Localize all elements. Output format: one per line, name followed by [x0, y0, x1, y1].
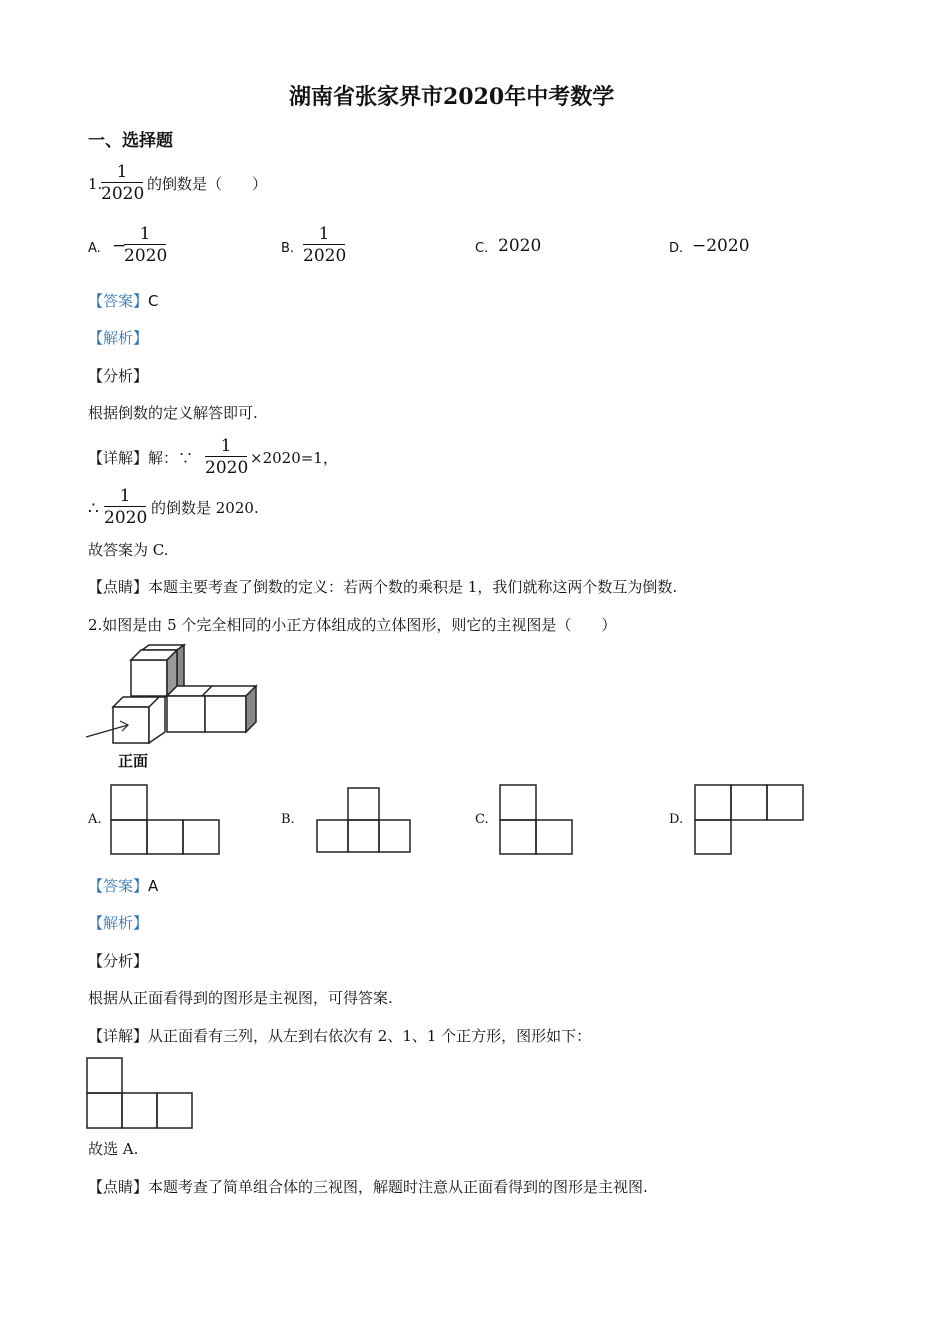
q1-option-d-label: D.	[669, 241, 684, 256]
comment-text: 本题考查了简单组合体的三视图，解题时注意从正面看得到的图形是主视图.	[148, 1178, 648, 1196]
option-c-shape	[499, 784, 575, 856]
fraction-denominator: 2020	[205, 458, 249, 478]
q2-option-b-label: B.	[281, 812, 295, 827]
q2-conclusion: 故选 A.	[88, 1140, 139, 1158]
q2-option-d-label: D.	[669, 812, 684, 827]
comment-text: 本题主要考查了倒数的定义：若两个数的乘积是 1，我们就称这两个数互为倒数.	[148, 578, 678, 596]
q2-detail	[88, 1029, 591, 1044]
q1-therefore-fraction	[104, 486, 146, 529]
fraction-denominator: 2020	[303, 246, 347, 266]
detail-tag: 【详解】	[88, 1027, 149, 1045]
fraction-denominator: 2020	[104, 508, 148, 528]
cube-stack-figure	[86, 645, 266, 775]
section-heading: 一、选择题	[88, 131, 173, 151]
q1-analysis-tag: 【解析】	[88, 329, 149, 347]
option-d-shape	[694, 784, 806, 856]
q1-detail-suffix: ×2020=1，	[250, 449, 338, 467]
page-title: 湖南省张家界市2020年中考数学	[289, 84, 615, 110]
fraction-denominator: 2020	[101, 184, 145, 204]
q1-option-a-fraction	[124, 224, 166, 267]
q2-fenxi-tag: 【分析】	[88, 952, 149, 970]
q1-fenxi-tag: 【分析】	[88, 367, 149, 385]
answer-value: C	[148, 292, 159, 310]
q1-stem: 的倒数是（ ）	[147, 175, 268, 193]
q2-fenxi-text: 根据从正面看得到的图形是主视图，可得答案.	[88, 989, 393, 1007]
option-b-shape	[316, 787, 414, 855]
q1-detail-fraction	[205, 436, 247, 479]
front-view-answer-shape	[86, 1057, 198, 1131]
q2-analysis-tag: 【解析】	[88, 914, 149, 932]
q1-therefore-text: 的倒数是 2020.	[151, 499, 259, 517]
detail-text: 从正面看有三列，从左到右依次有 2、1、1 个正方形，图形如下：	[148, 1027, 592, 1045]
q1-fraction	[101, 162, 143, 205]
q1-option-a-sign: −	[112, 236, 127, 256]
q2-option-c-label: C.	[475, 812, 489, 827]
answer-tag: 【答案】	[88, 877, 149, 895]
fraction-numerator: 1	[318, 224, 330, 244]
q1-number: 1.	[88, 175, 103, 193]
therefore-symbol: ∴	[88, 499, 99, 519]
q1-conclusion: 故答案为 C.	[88, 541, 169, 559]
q1-detail-line	[88, 451, 193, 466]
q1-option-a-label: A.	[88, 241, 101, 256]
q2-comment	[88, 1180, 648, 1195]
q1-answer-line	[88, 294, 159, 309]
fraction-numerator: 1	[119, 486, 131, 506]
q1-option-d-value: −2020	[692, 236, 750, 256]
option-a-shape	[110, 784, 222, 856]
answer-tag: 【答案】	[88, 292, 149, 310]
q1-option-b-fraction	[303, 224, 345, 267]
fraction-denominator: 2020	[124, 246, 168, 266]
detail-tag: 【详解】	[88, 449, 149, 467]
fraction-numerator: 1	[116, 162, 128, 182]
fraction-numerator: 1	[139, 224, 151, 244]
front-label: 正面	[118, 752, 149, 770]
q1-comment	[88, 580, 677, 595]
q1-option-c-value: 2020	[498, 236, 542, 256]
answer-value: A	[148, 877, 159, 895]
q1-fenxi-text: 根据倒数的定义解答即可.	[88, 404, 258, 422]
comment-tag: 【点睛】	[88, 1178, 149, 1196]
q2-stem: 2.如图是由 5 个完全相同的小正方体组成的立体图形，则它的主视图是（ ）	[88, 616, 617, 634]
detail-prefix: 解：∵	[148, 449, 194, 467]
q2-option-a-label: A.	[88, 812, 102, 827]
comment-tag: 【点睛】	[88, 578, 149, 596]
q1-option-b-label: B.	[281, 241, 295, 256]
fraction-numerator: 1	[220, 436, 232, 456]
q2-answer-line	[88, 879, 158, 894]
q1-option-c-label: C.	[475, 241, 489, 256]
